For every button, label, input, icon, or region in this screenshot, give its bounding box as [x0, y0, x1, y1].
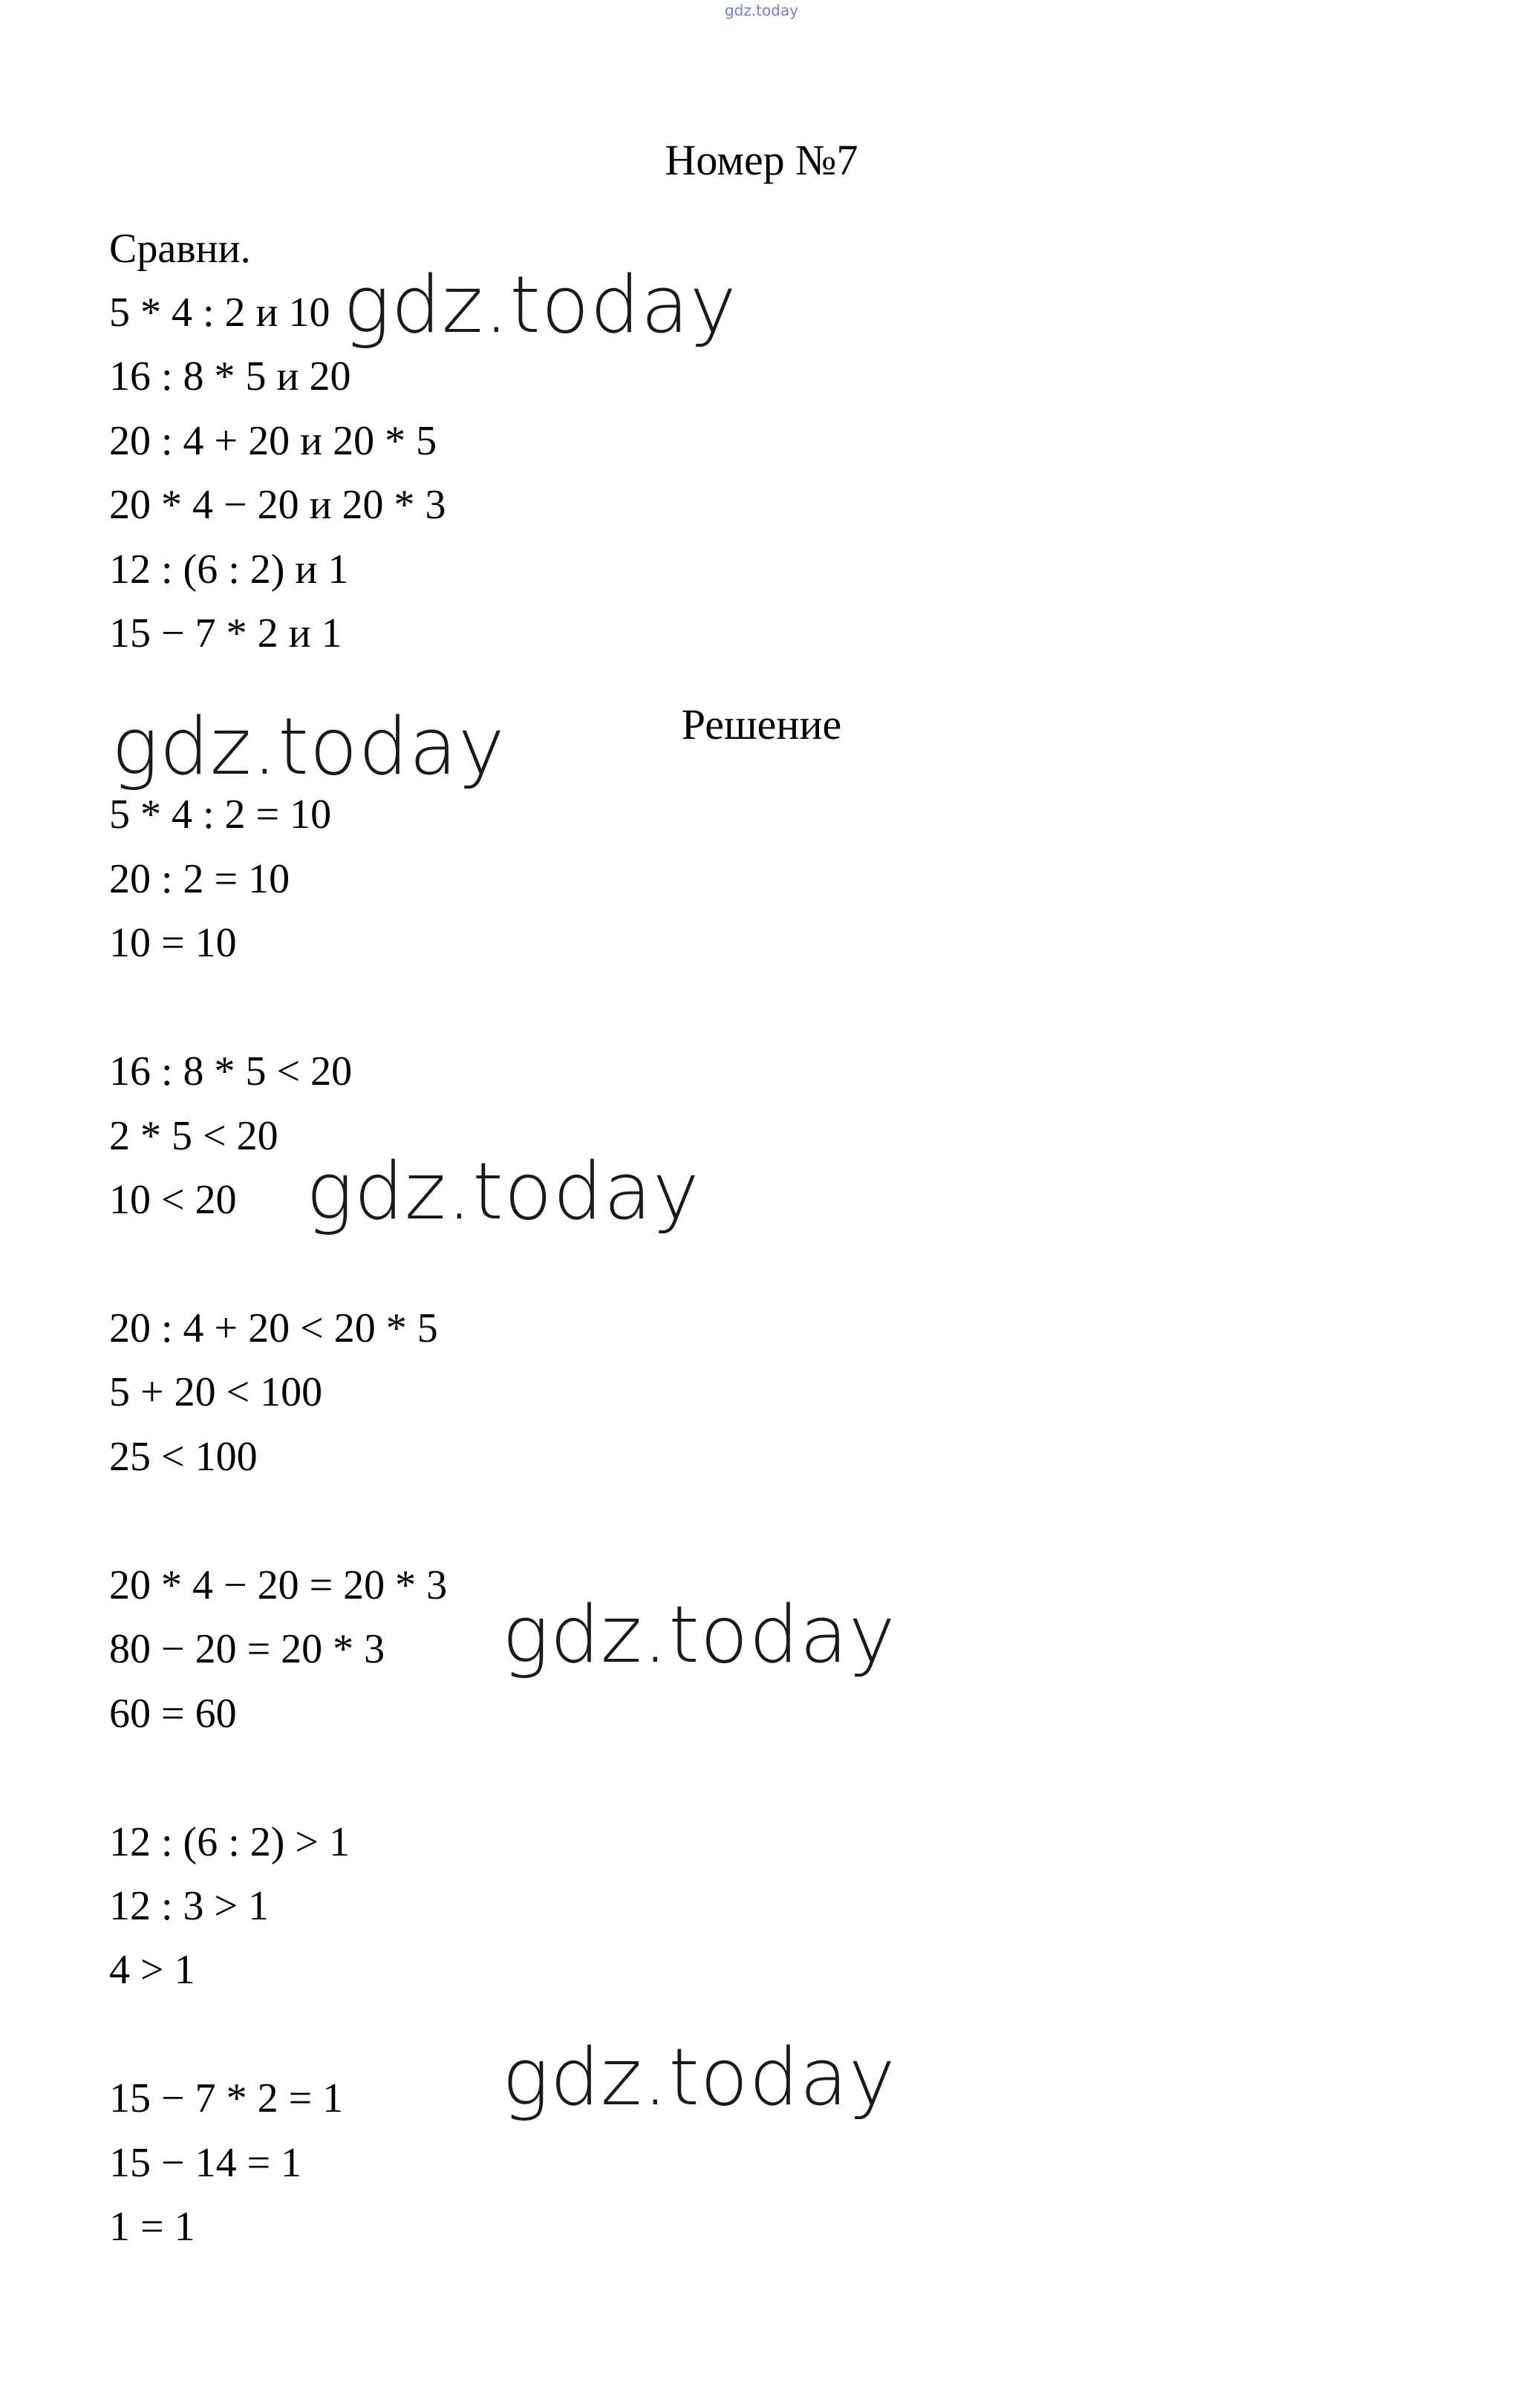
- task-line: 20 : 4 + 20 и 20 * 5: [109, 418, 437, 464]
- solution-line: 10 = 10: [109, 920, 237, 966]
- solution-line: 80 − 20 = 20 * 3: [109, 1626, 385, 1672]
- solution-line: 5 + 20 < 100: [109, 1369, 323, 1415]
- solution-line: 20 * 4 − 20 = 20 * 3: [109, 1562, 448, 1608]
- solution-line: 15 − 7 * 2 = 1: [109, 2075, 344, 2121]
- task-line: 12 : (6 : 2) и 1: [109, 546, 349, 593]
- solution-line: 20 : 4 + 20 < 20 * 5: [109, 1305, 438, 1351]
- solution-line: 10 < 20: [109, 1177, 237, 1223]
- solution-line: 1 = 1: [109, 2204, 195, 2250]
- watermark: gdz.today: [502, 2032, 896, 2123]
- solution-line: 12 : 3 > 1: [109, 1883, 270, 1929]
- solution-line: 2 * 5 < 20: [109, 1113, 278, 1159]
- watermark: gdz.today: [343, 259, 737, 350]
- solution-line: 5 * 4 : 2 = 10: [109, 792, 332, 838]
- watermark: gdz.today: [111, 701, 506, 792]
- solution-line: 4 > 1: [109, 1947, 195, 1993]
- task-prompt: Сравни.: [109, 226, 251, 272]
- watermark: gdz.today: [306, 1146, 700, 1237]
- solution-heading: Решение: [681, 700, 842, 748]
- solution-line: 25 < 100: [109, 1434, 258, 1480]
- page-title: Номер №7: [665, 136, 858, 184]
- solution-line: 15 − 14 = 1: [109, 2140, 302, 2186]
- solution-line: 60 = 60: [109, 1691, 237, 1737]
- task-line: 15 − 7 * 2 и 1: [109, 610, 342, 656]
- task-line: 5 * 4 : 2 и 10: [109, 290, 330, 336]
- solution-line: 20 : 2 = 10: [109, 856, 290, 902]
- task-line: 20 * 4 − 20 и 20 * 3: [109, 482, 446, 528]
- solution-line: 16 : 8 * 5 < 20: [109, 1048, 353, 1094]
- task-line: 16 : 8 * 5 и 20: [109, 353, 351, 399]
- solution-line: 12 : (6 : 2) > 1: [109, 1819, 350, 1865]
- top-watermark: gdz.today: [724, 1, 799, 19]
- watermark: gdz.today: [502, 1589, 896, 1680]
